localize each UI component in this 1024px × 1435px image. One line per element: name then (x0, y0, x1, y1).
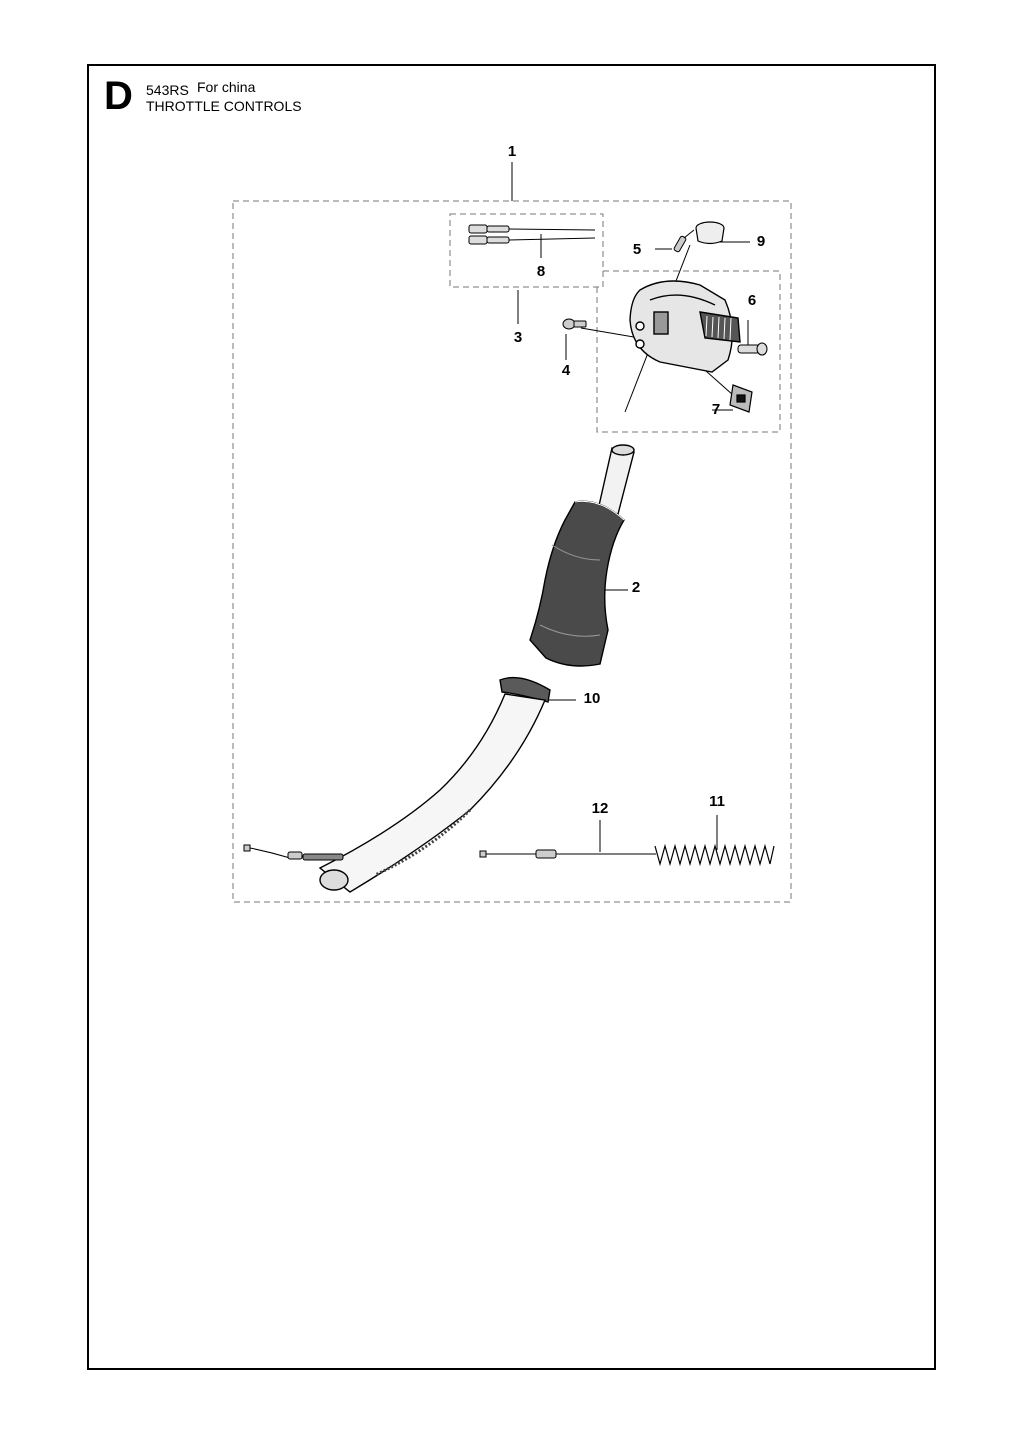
part-2-grip (530, 501, 624, 666)
part-6-pin (738, 343, 767, 355)
part-5-screw (673, 230, 694, 252)
part-12-cable (480, 850, 656, 858)
diagram-title: THROTTLE CONTROLS (146, 98, 302, 114)
callout-7: 7 (711, 401, 721, 418)
part-7-switch (730, 385, 752, 412)
part-4-screw (563, 319, 586, 329)
throttle-housing (630, 281, 740, 372)
callout-12: 12 (591, 800, 609, 817)
part-11-spring (655, 846, 774, 864)
bent-tube (320, 694, 545, 892)
callout-5: 5 (632, 241, 642, 258)
model-number: 543RS (146, 82, 189, 98)
callout-3: 3 (513, 329, 523, 346)
callout-6: 6 (747, 292, 757, 309)
part-8-wiring (469, 225, 595, 244)
callout-11: 11 (709, 793, 725, 810)
callout-4: 4 (561, 362, 571, 379)
market-label: For china (197, 79, 256, 95)
callout-1: 1 (507, 143, 517, 160)
callout-2: 2 (631, 579, 641, 596)
callout-8: 8 (536, 263, 546, 280)
throttle-cable-end (244, 845, 343, 860)
part-9-button (696, 222, 724, 244)
section-letter: D (104, 74, 133, 118)
callout-9: 9 (756, 233, 766, 250)
handle-tube (598, 445, 634, 514)
callout-10: 10 (583, 690, 601, 707)
